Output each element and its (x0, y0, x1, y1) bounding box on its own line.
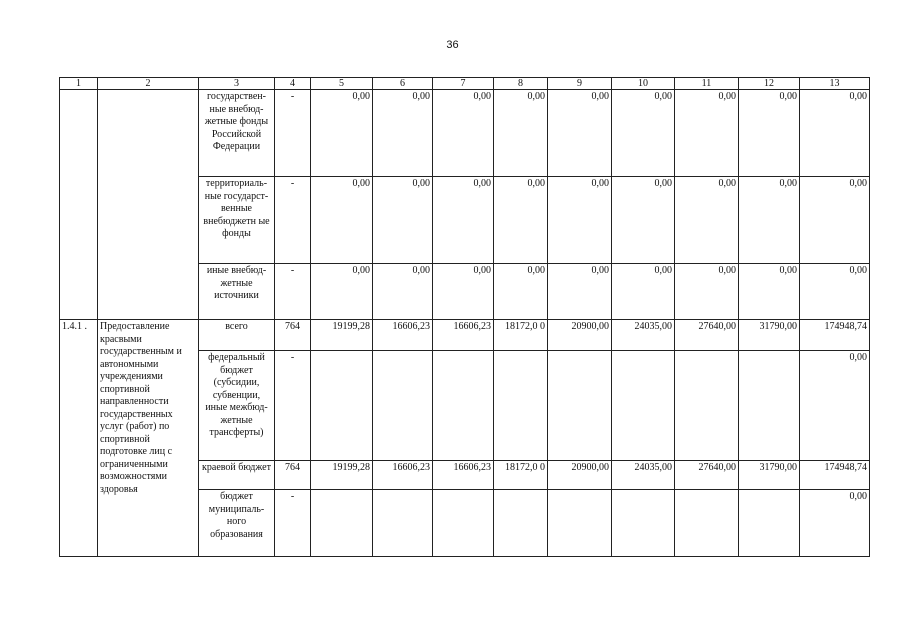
table-row (60, 320, 870, 351)
value-cell: 0,00 (548, 177, 612, 264)
value-cell: 27640,00 (675, 461, 739, 490)
value-cell: 20900,00 (548, 461, 612, 490)
source-cell: всего (199, 320, 275, 351)
value-cell: 18172,0 0 (494, 320, 548, 351)
header-cell: 6 (373, 78, 433, 90)
value-cell (548, 351, 612, 461)
value-cell: 27640,00 (675, 320, 739, 351)
value-cell (612, 351, 675, 461)
table-row (60, 90, 870, 177)
name-cell (98, 90, 199, 320)
value-cell: 24035,00 (612, 320, 675, 351)
value-cell: 18172,0 0 (494, 461, 548, 490)
value-cell: 0,00 (675, 264, 739, 320)
header-cell: 8 (494, 78, 548, 90)
value-cell: 0,00 (739, 177, 800, 264)
source-cell: территориаль-ные государст-венные внебюджетн ые фонды (199, 177, 275, 264)
value-cell (494, 490, 548, 557)
source-cell: государствен-ные внебюд-жетные фонды Российской Федерации (199, 90, 275, 177)
value-cell: 16606,23 (433, 320, 494, 351)
value-cell: 20900,00 (548, 320, 612, 351)
value-cell (675, 490, 739, 557)
value-cell: 0,00 (494, 264, 548, 320)
value-cell (433, 490, 494, 557)
value-cell: 0,00 (800, 177, 870, 264)
header-cell: 10 (612, 78, 675, 90)
value-cell: 0,00 (739, 264, 800, 320)
value-cell: 31790,00 (739, 461, 800, 490)
value-cell: 19199,28 (311, 461, 373, 490)
value-cell (612, 490, 675, 557)
value-cell: 0,00 (433, 264, 494, 320)
value-cell: 19199,28 (311, 320, 373, 351)
value-cell: 0,00 (311, 264, 373, 320)
source-cell: бюджет муниципаль-ного образования (199, 490, 275, 557)
value-cell: 0,00 (612, 177, 675, 264)
header-cell: 12 (739, 78, 800, 90)
header-cell: 9 (548, 78, 612, 90)
value-cell: 0,00 (675, 90, 739, 177)
source-cell: федеральный бюджет (субсидии, субвенции, иные межбюд-жетные трансферты) (199, 351, 275, 461)
header-cell: 7 (433, 78, 494, 90)
value-cell (373, 351, 433, 461)
value-cell: 174948,74 (800, 461, 870, 490)
unit-cell: - (275, 490, 311, 557)
value-cell: 0,00 (548, 90, 612, 177)
code-cell (60, 90, 98, 320)
name-cell: Предоставление красвыми государственным и автономными учреждениями спортивной направленности государственных услуг (работ) по спортивной подготовке лиц с ограниченными возможностями здоровья (98, 320, 199, 557)
value-cell: 16606,23 (433, 461, 494, 490)
header-cell: 4 (275, 78, 311, 90)
value-cell: 0,00 (494, 90, 548, 177)
value-cell (433, 351, 494, 461)
code-cell: 1.4.1 . (60, 320, 98, 557)
value-cell: 0,00 (373, 90, 433, 177)
value-cell (311, 490, 373, 557)
value-cell: 0,00 (612, 90, 675, 177)
unit-cell: - (275, 351, 311, 461)
value-cell: 0,00 (800, 90, 870, 177)
header-cell: 11 (675, 78, 739, 90)
value-cell: 0,00 (311, 177, 373, 264)
source-cell: краевой бюджет (199, 461, 275, 490)
value-cell (548, 490, 612, 557)
source-cell: иные внебюд-жетные источники (199, 264, 275, 320)
header-cell: 3 (199, 78, 275, 90)
value-cell: 0,00 (739, 90, 800, 177)
value-cell: 24035,00 (612, 461, 675, 490)
value-cell (739, 351, 800, 461)
value-cell: 0,00 (311, 90, 373, 177)
value-cell: 16606,23 (373, 320, 433, 351)
header-row (60, 78, 870, 90)
unit-cell: - (275, 177, 311, 264)
value-cell: 0,00 (675, 177, 739, 264)
value-cell: 16606,23 (373, 461, 433, 490)
page-number: 36 (446, 39, 459, 51)
value-cell: 0,00 (800, 351, 870, 461)
unit-cell: - (275, 264, 311, 320)
value-cell: 0,00 (612, 264, 675, 320)
value-cell (373, 490, 433, 557)
value-cell (494, 351, 548, 461)
header-cell: 2 (98, 78, 199, 90)
value-cell: 0,00 (373, 264, 433, 320)
value-cell: 0,00 (433, 90, 494, 177)
value-cell: 0,00 (548, 264, 612, 320)
unit-cell: 764 (275, 320, 311, 351)
budget-table (59, 77, 870, 557)
value-cell: 0,00 (373, 177, 433, 264)
value-cell: 0,00 (800, 490, 870, 557)
value-cell: 174948,74 (800, 320, 870, 351)
unit-cell: - (275, 90, 311, 177)
header-cell: 5 (311, 78, 373, 90)
header-cell: 13 (800, 78, 870, 90)
value-cell: 0,00 (494, 177, 548, 264)
value-cell: 0,00 (433, 177, 494, 264)
value-cell (311, 351, 373, 461)
unit-cell: 764 (275, 461, 311, 490)
value-cell: 0,00 (800, 264, 870, 320)
value-cell (739, 490, 800, 557)
header-cell: 1 (60, 78, 98, 90)
value-cell: 31790,00 (739, 320, 800, 351)
value-cell (675, 351, 739, 461)
